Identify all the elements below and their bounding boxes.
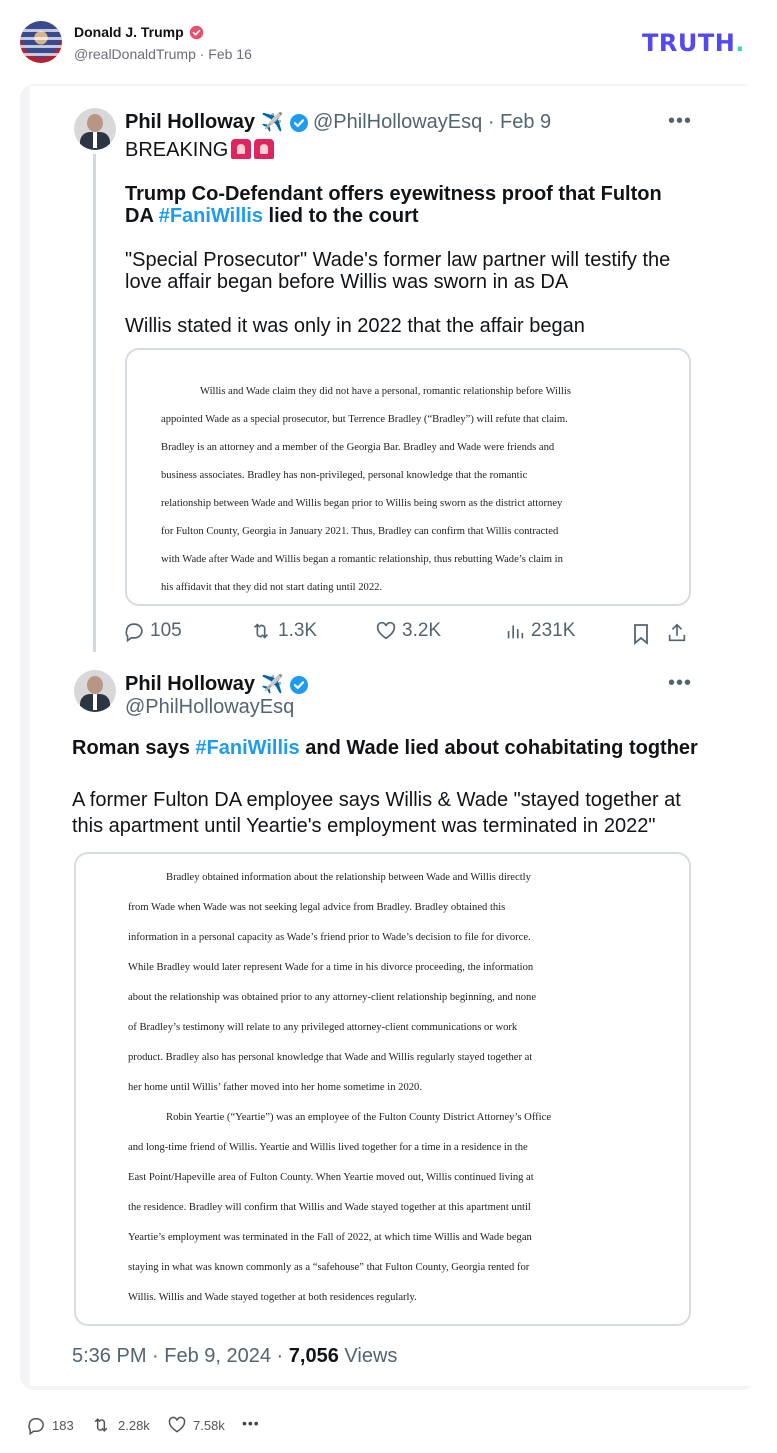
retruth-count: 2.28k <box>118 1417 150 1433</box>
heart-icon <box>375 620 397 642</box>
verified-badge-icon <box>189 25 204 40</box>
doc-line: his affidavit that they did not start dating until 2022. <box>161 582 383 593</box>
doc-line: with Wade after Wade and Willis began a romantic relationship, thus rebutting Wade’s claim in <box>161 554 563 565</box>
repost-icon <box>249 620 273 642</box>
verified-badge-icon <box>289 675 309 695</box>
tweet2-headline <box>72 736 698 760</box>
doc-line: about the relationship was obtained prior to any attorney-client relationship beginning, and none <box>128 992 537 1003</box>
headline-prefix: DA <box>125 205 159 227</box>
tweet1-para1-line1: "Special Prosecutor" Wade's former law partner will testify the <box>125 249 671 271</box>
doc-line: and long-time friend of Willis. Yeartie and Willis lived together for a time in a residence in the <box>128 1142 528 1153</box>
truth-like-count: 7.58k <box>193 1417 225 1433</box>
tweet1-author-name[interactable]: Phil Holloway <box>125 111 256 133</box>
doc-line: information in a personal capacity as Wade’s friend prior to Wade’s decision to file for divorce. <box>128 932 531 943</box>
tweet2-more-menu[interactable]: ••• <box>668 672 693 694</box>
tweet1-headline-line2 <box>125 204 419 228</box>
hashtag-link[interactable]: #FaniWillis <box>158 205 263 227</box>
tweet1-document-image[interactable] <box>125 348 691 606</box>
retruth-icon <box>90 1415 112 1435</box>
truth-logo[interactable] <box>642 29 745 57</box>
doc-line: business associates. Bradley has non-privileged, personal knowledge that the romantic <box>161 470 528 481</box>
reply-icon <box>123 620 145 642</box>
headline-prefix: Roman says <box>72 737 196 759</box>
doc-line: Bradley is an attorney and a member of the Georgia Bar. Bradley and Wade were friends and <box>161 442 555 453</box>
airplane-icon: ✈️ <box>261 674 284 694</box>
tweet1-more-menu[interactable]: ••• <box>668 110 693 132</box>
media-card[interactable] <box>20 84 756 1390</box>
tweet1-breaking-line <box>125 138 274 162</box>
author-avatar[interactable] <box>20 21 62 63</box>
reply-button[interactable] <box>123 620 182 642</box>
author-name[interactable]: Donald J. Trump <box>74 24 184 40</box>
tweet2-timestamp-line <box>72 1344 397 1368</box>
views-label: Views <box>338 1345 398 1367</box>
doc-line: the residence. Bradley will confirm that Willis and Wade stayed together at this apartment until <box>128 1202 531 1213</box>
doc-line: East Point/Hapeville area of Fulton County. When Yeartie moved out, Willis continued living at <box>128 1172 534 1183</box>
tweet-screenshot <box>30 86 760 1386</box>
tweet2-handle[interactable]: @PhilHollowayEsq <box>125 696 295 718</box>
hashtag-link[interactable]: #FaniWillis <box>195 737 300 759</box>
headline-suffix: lied to the court <box>263 205 419 227</box>
truth-like-button[interactable] <box>167 1415 225 1435</box>
doc-line: Willis and Wade claim they did not have a personal, romantic relationship before Willis <box>200 386 571 397</box>
tweet2-para-line1: A former Fulton DA employee says Willis & Wade "stayed together at <box>72 789 681 811</box>
doc-line: product. Bradley also has personal knowledge that Wade and Willis regularly stayed together at <box>128 1052 533 1063</box>
doc-line: Willis. Willis and Wade stayed together at both residences regularly. <box>128 1292 417 1303</box>
repost-count: 1.3K <box>278 620 318 641</box>
heart-icon <box>167 1415 187 1435</box>
truth-action-bar <box>0 1405 777 1445</box>
doc-line: Yeartie’s employment was terminated in the Fall of 2022, at which time Willis and Wade began <box>128 1232 532 1243</box>
doc-line: relationship between Wade and Willis began prior to Willis being sworn as the district attorney <box>161 498 563 509</box>
headline-suffix: and Wade lied about cohabitating togther <box>299 737 698 759</box>
views-chart-icon <box>504 620 526 642</box>
tweet1-handle[interactable]: @PhilHollowayEsq · Feb 9 <box>313 111 552 133</box>
reply-count: 105 <box>150 620 182 641</box>
airplane-icon: ✈️ <box>261 112 284 132</box>
tweet1-para2: Willis stated it was only in 2022 that the affair began <box>125 315 585 337</box>
timestamp[interactable]: 5:36 PM · Feb 9, 2024 · <box>72 1345 289 1367</box>
truth-post-header <box>0 0 777 80</box>
truth-logo-dot: . <box>735 29 745 57</box>
reply-icon <box>26 1415 46 1435</box>
thread-line <box>93 154 96 652</box>
truth-reply-button[interactable] <box>26 1415 74 1435</box>
tweet2-name-row <box>125 673 309 696</box>
bookmark-icon[interactable] <box>631 623 651 645</box>
siren-icon <box>254 139 274 159</box>
tweet1-avatar[interactable] <box>74 108 116 150</box>
breaking-label: BREAKING <box>125 139 229 161</box>
doc-line: While Bradley would later represent Wade for a time in his divorce proceeding, the information <box>128 962 534 973</box>
tweet1-headline-line1: Trump Co-Defendant offers eyewitness proof that Fulton <box>125 183 662 205</box>
tweet1-para1-line2: love affair began before Willis was sworn in as DA <box>125 271 569 293</box>
view-count: 7,056 <box>288 1345 339 1367</box>
doc-line: appointed Wade as a special prosecutor, but Terrence Bradley (“Bradley”) will refute that claim. <box>161 414 568 425</box>
like-count: 3.2K <box>402 620 442 641</box>
doc-line: from Wade when Wade was not seeking legal advice from Bradley. Bradley obtained this <box>128 902 506 913</box>
doc-line: for Fulton County, Georgia in January 2021. Thus, Bradley can confirm that Willis contracted <box>161 526 559 537</box>
repost-button[interactable] <box>249 620 317 642</box>
view-count: 231K <box>531 620 576 641</box>
doc-line: her home until Willis’ father moved into her home sometime in 2020. <box>128 1082 422 1093</box>
truth-more-button[interactable]: ••• <box>242 1415 260 1431</box>
author-name-row <box>74 24 204 40</box>
retruth-button[interactable] <box>90 1415 150 1435</box>
tweet2-para-line2: this apartment until Yeartie's employment was terminated in 2022" <box>72 815 656 837</box>
truth-logo-text: TRUTH <box>642 29 736 57</box>
doc-line: of Bradley’s testimony will relate to any privileged attorney-client communications or work <box>128 1022 518 1033</box>
author-handle[interactable]: @realDonaldTrump · Feb 16 <box>74 46 252 62</box>
tweet1-name-row <box>125 111 309 134</box>
verified-badge-icon <box>289 113 309 133</box>
truth-reply-count: 183 <box>52 1417 74 1433</box>
like-button[interactable] <box>375 620 441 642</box>
tweet2-document-image[interactable] <box>74 852 691 1326</box>
siren-icon <box>231 139 251 159</box>
share-icon[interactable] <box>666 622 688 644</box>
doc-line: Robin Yeartie (“Yeartie”) was an employee of the Fulton County District Attorney’s Office <box>166 1112 552 1123</box>
doc-line: staying in what was known commonly as a “safehouse” that Fulton County, Georgia rented for <box>128 1262 530 1273</box>
tweet2-author-name[interactable]: Phil Holloway <box>125 673 256 695</box>
views-button[interactable] <box>504 620 575 642</box>
doc-line: Bradley obtained information about the relationship between Wade and Willis directly <box>166 872 531 883</box>
tweet2-avatar[interactable] <box>74 670 116 712</box>
